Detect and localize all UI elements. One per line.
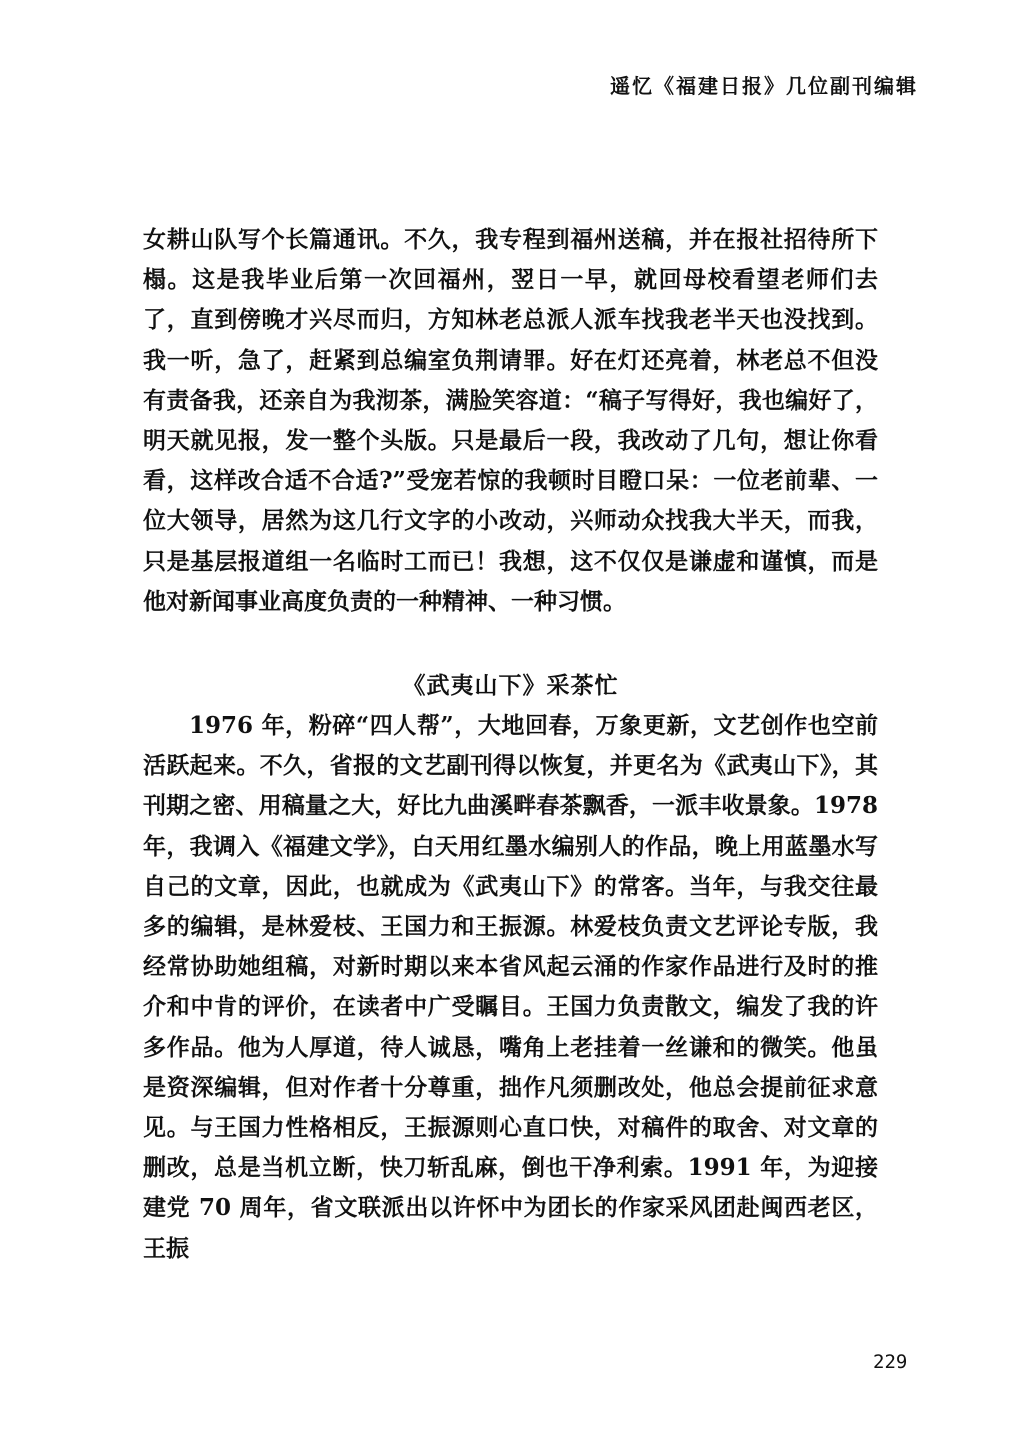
paragraph-continued: 女耕山队写个长篇通讯。不久，我专程到福州送稿，并在报社招待所下榻。这是我毕业后第一次回福州，翌日一早，就回母校看望老师们去了，直到傍晚才兴尽而归，方知林老总派人派车找我老半天也没找到。我一听，急了，赶紧到总编室负荆请罪。好在灯还亮着，林老总不但没有责备我，还亲自为我沏茶，满脸笑容道：“稿子写得好，我也编好了，明天就见报，发一整个头版。只是最后一段，我改动了几句，想让你看看，这样改合适不合适?”受宠若惊的我顿时目瞪口呆：一位老前辈、一位大领导，居然为这几行文字的小改动，兴师动众找我大半天，而我，只是基层报道组一名临时工而已！我想，这不仅仅是谦虚和谨慎，而是他对新闻事业高度负责的一种精神、一种习惯。 [143, 226, 878, 615]
section-heading: 《武夷山下》采茶忙 [402, 672, 619, 700]
page-body [143, 220, 878, 1269]
page-number: 229 [873, 1351, 908, 1373]
paragraph-section: 1976 年，粉碎“四人帮”，大地回春，万象更新，文艺创作也空前活跃起来。不久，省报的文艺副刊得以恢复，并更名为《武夷山下》，其刊期之密、用稿量之大，好比九曲溪畔春茶飘香，一派丰收景象。1978 年，我调入《福建文学》，白天用红墨水编别人的作品，晚上用蓝墨水写自己的文章，因此，也就成为《武夷山下》的常客。当年，与我交往最多的编辑，是林爱枝、王国力和王振源。林爱枝负责文艺评论专版，我经常协助她组稿，对新时期以来本省风起云涌的作家作品进行及时的推介和中肯的评价，在读者中广受瞩目。王国力负责散文，编发了我的许多作品。他为人厚道，待人诚恳，嘴角上老挂着一丝谦和的微笑。他虽是资深编辑，但对作者十分尊重，拙作凡须删改处，他总会提前征求意见。与王国力性格相反，王振源则心直口快，对稿件的取舍、对文章的删改，总是当机立断，快刀斩乱麻，倒也干净利索。1991 年，为迎接建党 70 周年，省文联派出以许怀中为团长的作家采风团赴闽西老区，王振 [143, 712, 878, 1262]
running-header-title: 遥忆《福建日报》几位副刊编辑 [610, 74, 918, 98]
